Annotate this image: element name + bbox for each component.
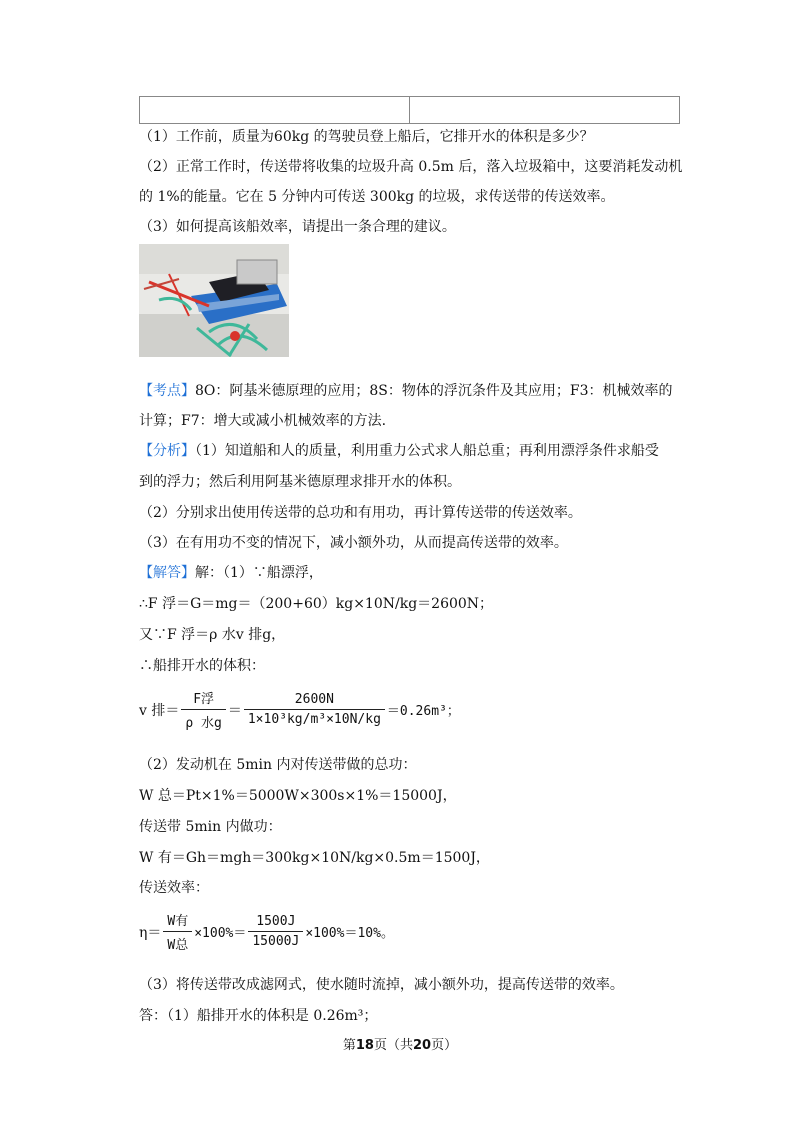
percent-factor: ×100%＝ bbox=[194, 926, 247, 941]
total-pages-number: 20 bbox=[413, 1038, 432, 1053]
fraction-numerator: W有 bbox=[167, 914, 189, 929]
fraction bbox=[181, 688, 225, 731]
footer-prefix: 第 bbox=[342, 1038, 356, 1053]
fraction-numerator: 1500J bbox=[256, 914, 296, 929]
boat-photo bbox=[139, 244, 289, 357]
fenxi-text: （1）知道船和人的质量，利用重力公式求人船总重；再利用漂浮条件求船受 bbox=[195, 443, 659, 459]
equals-sign: ＝ bbox=[227, 702, 242, 719]
table-row bbox=[139, 96, 680, 124]
buoyancy-equation: ∴F 浮＝G＝mg＝（200+60）kg×10N/kg＝2600N； bbox=[139, 596, 494, 612]
table-cell bbox=[410, 97, 679, 123]
total-work-equation: W 总＝Pt×1%＝5000W×300s×1%＝15000J， bbox=[139, 788, 457, 804]
jieda-text: 解：（1）∵船漂浮， bbox=[195, 565, 323, 581]
fraction-denominator: ρ 水g bbox=[185, 716, 222, 731]
fraction-numerator: 2600N bbox=[294, 692, 334, 707]
kaodian-text: 8O：阿基米德原理的应用；8S：物体的浮沉条件及其应用；F3：机械效率的 bbox=[195, 383, 673, 399]
efficiency-formula bbox=[139, 910, 394, 953]
current-page-number: 18 bbox=[355, 1038, 374, 1053]
fenxi-line-1 bbox=[139, 441, 659, 461]
fraction-denominator: 15000J bbox=[252, 934, 300, 949]
question-2-line-1: （2）正常工作时，传送带将收集的垃圾升高 0.5m 后，落入垃圾箱中，这要消耗发动机 bbox=[139, 159, 683, 175]
archimedes-equation: 又∵F 浮＝ρ 水v 排g， bbox=[139, 627, 286, 643]
question-1: （1）工作前，质量为60kg 的驾驶员登上船后，它排开水的体积是多少？ bbox=[139, 129, 594, 145]
fenxi-line-3: （2）分别求出使用传送带的总功和有用功，再计算传送带的传送效率。 bbox=[139, 505, 582, 521]
volume-heading: ∴船排开水的体积： bbox=[139, 658, 265, 674]
footer-suffix: 页） bbox=[431, 1038, 458, 1053]
conveyor-work-heading: 传送带 5min 内做功： bbox=[139, 819, 282, 835]
kaodian-line-1 bbox=[139, 381, 673, 401]
footer-middle: 页（共 bbox=[373, 1038, 413, 1053]
fraction-numerator: F浮 bbox=[193, 692, 215, 707]
question-3: （3）如何提高该船效率，请提出一条合理的建议。 bbox=[139, 219, 456, 235]
table-cell bbox=[140, 97, 410, 123]
fraction-denominator: W总 bbox=[167, 938, 189, 953]
efficiency-heading: 传送效率： bbox=[139, 880, 209, 896]
kaodian-tag: 【考点】 bbox=[139, 383, 195, 399]
jieda-line-1 bbox=[139, 563, 323, 583]
fenxi-tag: 【分析】 bbox=[139, 443, 195, 459]
part-3-answer: （3）将传送带改成滤网式，使水随时流掉，减小额外功，提高传送带的效率。 bbox=[139, 977, 624, 993]
part-2-heading: （2）发动机在 5min 内对传送带做的总功： bbox=[139, 757, 417, 773]
fraction bbox=[244, 692, 385, 727]
fraction bbox=[163, 910, 192, 953]
volume-formula-lhs: v 排＝ bbox=[139, 702, 180, 719]
kaodian-line-2: 计算；F7：增大或减小机械效率的方法. bbox=[139, 413, 387, 429]
question-2-line-2: 的 1%的能量。它在 5 分钟内可传送 300kg 的垃圾，求传送带的传送效率。 bbox=[139, 189, 615, 205]
jieda-tag: 【解答】 bbox=[139, 565, 195, 581]
fraction bbox=[248, 914, 303, 949]
final-answer: 答：（1）船排开水的体积是 0.26m³； bbox=[139, 1008, 378, 1024]
volume-formula bbox=[139, 688, 460, 731]
useful-work-equation: W 有＝Gh＝mgh＝300kg×10N/kg×0.5m＝1500J， bbox=[139, 850, 490, 866]
fraction-denominator: 1×10³kg/m³×10N/kg bbox=[247, 712, 381, 727]
efficiency-result: ×100%＝10%。 bbox=[305, 926, 394, 941]
page-footer bbox=[0, 1034, 800, 1053]
volume-result: ＝0.26m³； bbox=[386, 704, 460, 719]
fenxi-line-4: （3）在有用功不变的情况下，减小额外功，从而提高传送带的效率。 bbox=[139, 535, 568, 551]
efficiency-formula-lhs: η＝ bbox=[139, 924, 162, 941]
fenxi-line-2: 到的浮力；然后利用阿基米德原理求排开水的体积。 bbox=[139, 474, 461, 490]
